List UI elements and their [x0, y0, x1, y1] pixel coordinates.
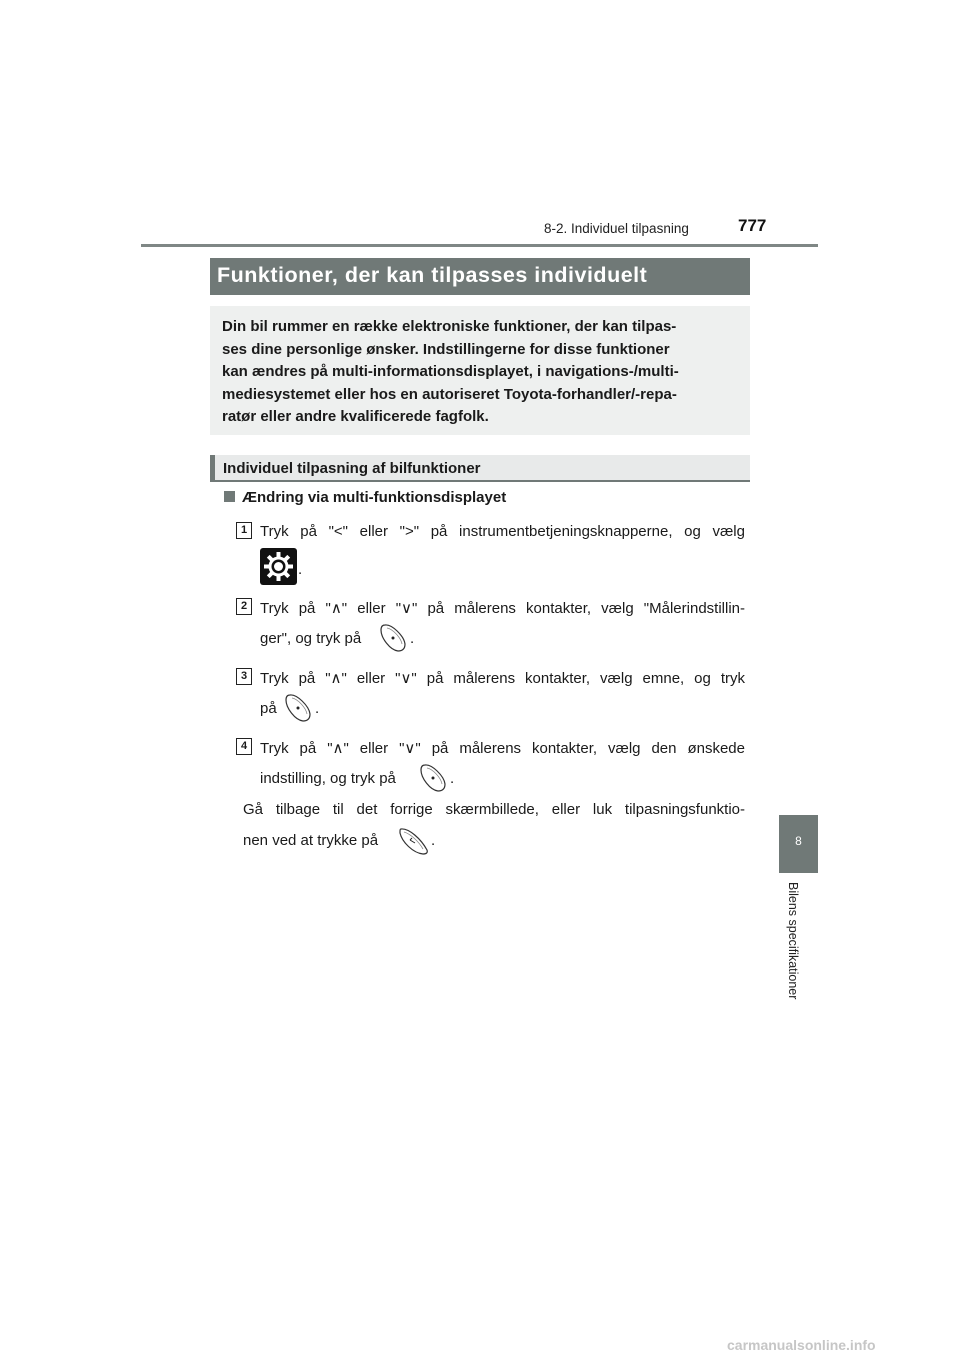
step-number: 2	[236, 598, 252, 615]
step-text-end: .	[298, 561, 303, 578]
gear-icon	[260, 548, 297, 585]
step-text: på	[260, 700, 277, 717]
step-text: Tryk på "<" eller ">" på instrumentbetjeningsknapperne, og vælg	[260, 523, 745, 540]
chapter-number: 8	[795, 834, 802, 848]
chapter-label-text: Bilens specifikationer	[786, 882, 800, 1000]
chapter-tab	[779, 815, 818, 873]
running-header-section: 8-2. Individuel tilpasning	[544, 221, 689, 236]
step-text: Tryk på "∧" eller "∨" på målerens kontakter, vælg den ønskede	[260, 740, 745, 757]
closing-text: Gå tilbage til det forrige skærmbillede, eller luk tilpasningsfunktio-	[243, 801, 745, 818]
watermark: carmanualsonline.info	[727, 1337, 876, 1353]
step-text: ger", og tryk på	[260, 630, 362, 647]
intro-box	[210, 306, 750, 435]
closing-text: nen ved at trykke på	[243, 832, 379, 849]
ok-button-icon	[378, 622, 410, 654]
subheading-bar	[210, 455, 750, 482]
intro-line: Din bil rummer en række elektroniske funktioner, der kan tilpas-	[222, 318, 677, 335]
page-title: Funktioner, der kan tilpasses individuelt	[217, 263, 648, 287]
step-number: 4	[236, 738, 252, 755]
closing-text-end: .	[431, 832, 436, 849]
intro-line: kan ændres på multi-informationsdisplayet, i navigations-/multi-	[222, 363, 679, 380]
chapter-label	[787, 882, 803, 1022]
step-number: 1	[236, 522, 252, 539]
step-text-end: .	[410, 630, 415, 647]
subheading: Individuel tilpasning af bilfunktioner	[223, 460, 481, 477]
step-number: 3	[236, 668, 252, 685]
page-title-bar	[210, 258, 750, 295]
intro-line: ses dine personlige ønsker. Indstillingerne for disse funktioner	[222, 340, 670, 358]
header-divider	[141, 244, 818, 247]
step-text: Tryk på "∧" eller "∨" på målerens kontakter, vælg "Målerindstillin-	[260, 600, 745, 617]
step-text: Tryk på "∧" eller "∨" på målerens kontakter, vælg emne, og tryk	[260, 670, 745, 687]
intro-line: mediesystemet eller hos en autoriseret Toyota-forhandler/-repa-	[222, 385, 677, 403]
section-heading	[224, 489, 506, 506]
back-button-icon	[397, 825, 431, 857]
ok-button-icon	[283, 692, 315, 724]
ok-button-icon	[418, 762, 450, 794]
page-number: 777	[738, 216, 767, 235]
section-heading-text: Ændring via multi-funktionsdisplayet	[242, 489, 507, 506]
step-text-end: .	[315, 700, 320, 717]
intro-line: ratør eller andre kvalificerede fagfolk.	[222, 408, 489, 425]
step-text: indstilling, og tryk på	[260, 770, 396, 787]
step-text-end: .	[450, 770, 455, 787]
square-bullet-icon	[224, 491, 235, 502]
